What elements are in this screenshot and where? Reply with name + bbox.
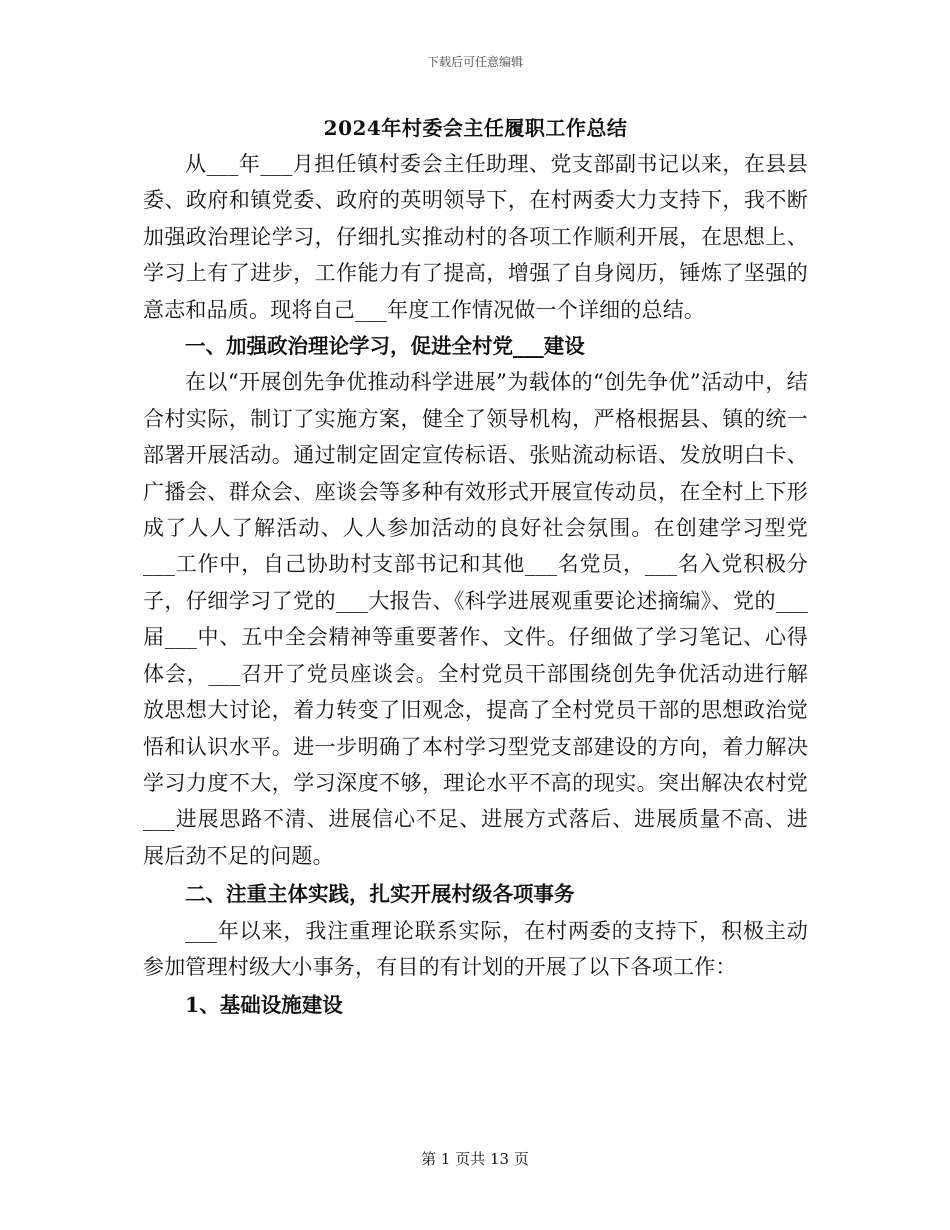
section-heading-1: 一、加强政治理论学习，促进全村党___建设	[185, 334, 585, 359]
document-title: 2024年村委会主任履职工作总结	[323, 116, 628, 140]
section-heading-2: 二、注重主体实践，扎实开展村级各项事务	[185, 882, 575, 907]
page-number: 第 1 页共 13 页	[421, 1150, 529, 1168]
intro-paragraph: 从___年___月担任镇村委会主任助理、党支部副书记以来，在县县委、政府和镇党委、政府的英明领导下，在村两委大力支持下，我不断加强政治理论学习，仔细扎实推动村的各项工作顺利开展，在思想上、学习上有了进步，工作能力有了提高，增强了自身阅历，锤炼了坚强的意志和品质。现将自己___年度工作情况做一个详细的总结。	[143, 152, 808, 322]
section-2-paragraph: ___年以来，我注重理论联系实际，在村两委的支持下，积极主动参加管理村级大小事务，有目的有计划的开展了以下各项工作：	[143, 918, 808, 979]
subsection-heading-1: 1、基础设施建设	[185, 993, 343, 1018]
document-body	[143, 110, 808, 1024]
header-note: 下载后可任意编辑	[426, 55, 523, 69]
section-1-paragraph: 在以“开展创先争优推动科学进展”为载体的“创先争优”活动中，结合村实际，制订了实施方案，健全了领导机构，严格根据县、镇的统一部署开展活动。通过制定固定宣传标语、张贴流动标语、发放明白卡、广播会、群众会、座谈会等多种有效形式开展宣传动员，在全村上下形成了人人了解活动、人人参加活动的良好社会氛围。在创建学习型党___工作中，自己协助村支部书记和其他___名党员，___名入党积极分子，仔细学习了党的___大报告、《科学进展观重要论述摘编》、党的___届___中、五中全会精神等重要著作、文件。仔细做了学习笔记、心得体会，___召开了党员座谈会。全村党员干部围绕创先争优活动进行解放思想大讨论，着力转变了旧观念，提高了全村党员干部的思想政治觉悟和认识水平。进一步明确了本村学习型党支部建设的方向，着力解决学习力度不大，学习深度不够，理论水平不高的现实。突出解决农村党___进展思路不清、进展信心不足、进展方式落后、进展质量不高、进展后劲不足的问题。	[143, 370, 808, 868]
